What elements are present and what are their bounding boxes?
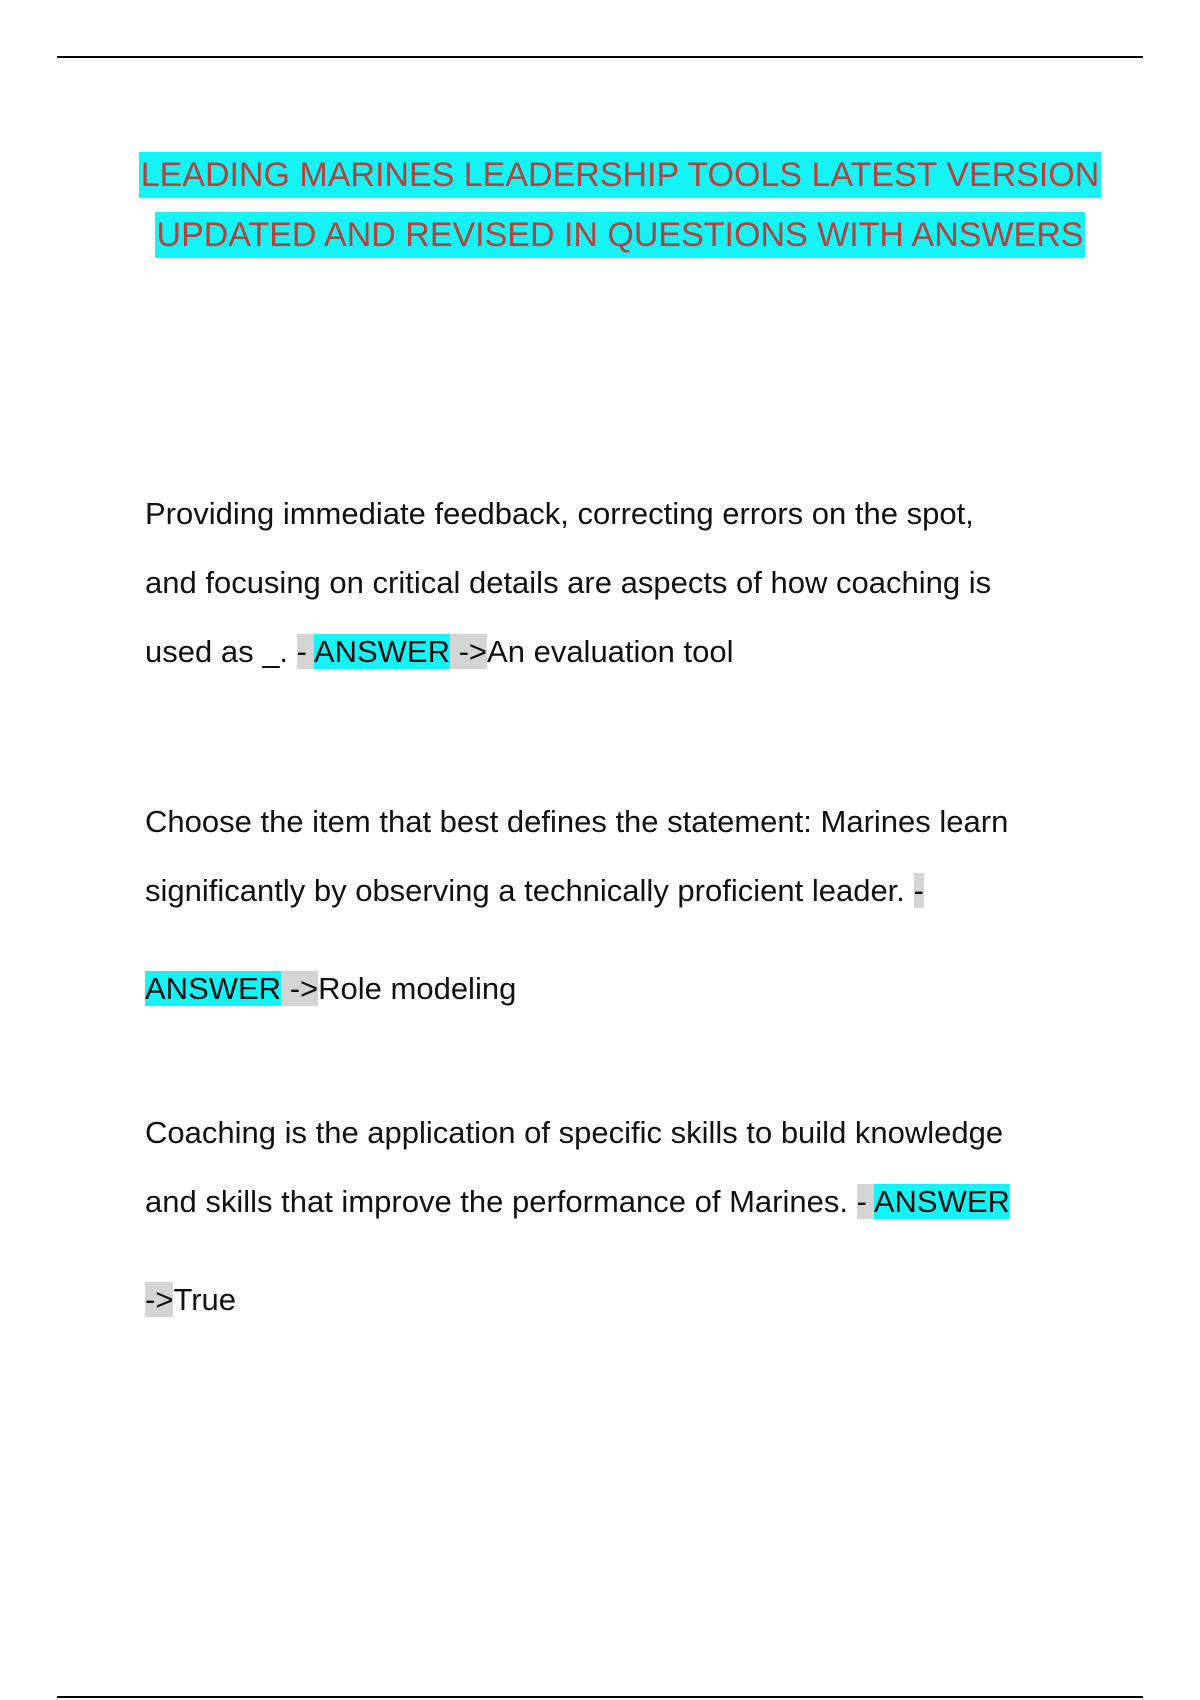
answer-keyword: ANSWER <box>873 1184 1010 1219</box>
answer-text: An evaluation tool <box>487 634 734 669</box>
question-2-line-3 <box>145 969 1105 1009</box>
question-3-line-1: Coaching is the application of specific skills to build knowledge <box>145 1115 1004 1150</box>
question-3-line-2-text: and skills that improve the performance of Marines. <box>145 1184 848 1219</box>
answer-keyword: ANSWER <box>145 971 282 1006</box>
question-3 <box>145 1113 1105 1320</box>
question-1 <box>145 494 1105 672</box>
title-line-2: UPDATED AND REVISED IN QUESTIONS WITH ANSWERS <box>155 212 1086 258</box>
title-line-1: LEADING MARINES LEADERSHIP TOOLS LATEST VERSION <box>139 152 1102 198</box>
answer-text: Role modeling <box>318 971 517 1006</box>
question-2-line-1: Choose the item that best defines the statement: Marines learn <box>145 804 1009 839</box>
question-3-line-2 <box>145 1182 1105 1222</box>
bottom-rule <box>57 1696 1143 1698</box>
document-title <box>0 152 1200 258</box>
answer-arrow: -> <box>145 1282 174 1317</box>
answer-dash: - <box>296 634 314 669</box>
answer-keyword: ANSWER <box>313 634 450 669</box>
question-1-line-3-text: used as _. <box>145 634 289 669</box>
answer-arrow: -> <box>450 634 487 669</box>
question-1-line-3 <box>145 632 1105 672</box>
question-2-line-2 <box>145 871 1105 911</box>
answer-arrow: -> <box>281 971 318 1006</box>
answer-dash: - <box>913 873 924 908</box>
question-2 <box>145 802 1105 1009</box>
question-3-line-3 <box>145 1280 1105 1320</box>
question-2-line-2-text: significantly by observing a technically proficient leader. <box>145 873 905 908</box>
question-1-line-2: and focusing on critical details are aspects of how coaching is <box>145 565 992 600</box>
answer-dash: - <box>856 1184 874 1219</box>
answer-text: True <box>173 1282 237 1317</box>
question-1-line-1: Providing immediate feedback, correcting errors on the spot, <box>145 496 974 531</box>
top-rule <box>57 56 1143 58</box>
